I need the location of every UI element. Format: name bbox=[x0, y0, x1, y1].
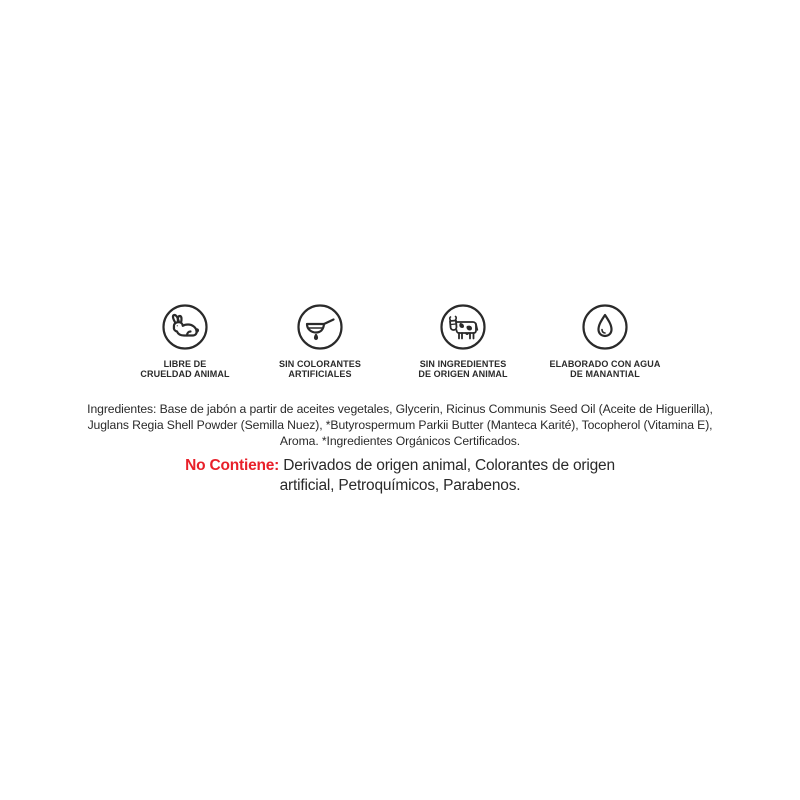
cow-icon bbox=[439, 303, 487, 351]
no-contiene-body: Derivados de origen animal, Colorantes de origen artificial, Petroquímicos, Parabenos. bbox=[279, 457, 615, 494]
ingredients-text: Ingredientes: Base de jabón a partir de aceites vegetales, Glycerin, Ricinus Communis Seed Oil (Aceite de Higuerilla), Juglans Regia Shell Powder (Semilla Nuez), *Butyrospermum Parkii Butter (Manteca Karité), Tocopherol (Vitamina E), Aroma. *Ingredientes Orgánicos Certificados. bbox=[87, 402, 713, 448]
badge-no-animal-ingredients bbox=[393, 303, 533, 379]
rabbit-icon bbox=[161, 303, 209, 351]
water-drop-icon bbox=[581, 303, 629, 351]
badge-label: ELABORADO CON AGUA DE MANANTIAL bbox=[549, 359, 661, 379]
dropper-icon bbox=[296, 303, 344, 351]
no-contiene-text bbox=[160, 456, 640, 496]
badge-label: LIBRE DE CRUELDAD ANIMAL bbox=[140, 359, 230, 379]
badge-cruelty-free bbox=[115, 303, 255, 379]
badge-spring-water bbox=[535, 303, 675, 379]
no-contiene-lead: No Contiene: bbox=[185, 457, 280, 474]
badge-label: SIN INGREDIENTES DE ORIGEN ANIMAL bbox=[418, 359, 508, 379]
badge-label: SIN COLORANTES ARTIFICIALES bbox=[279, 359, 361, 379]
badge-no-artificial-colors bbox=[250, 303, 390, 379]
